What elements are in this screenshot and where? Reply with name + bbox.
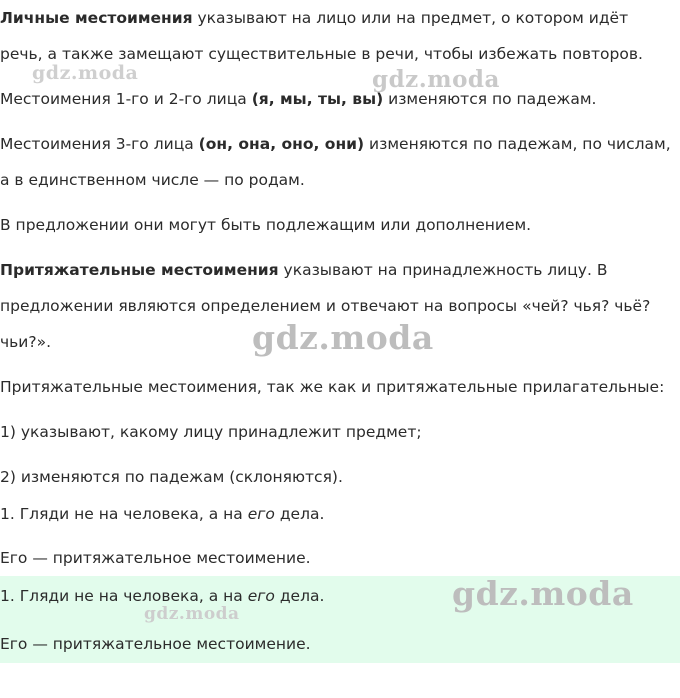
answer-text: дела. — [274, 587, 325, 605]
watermark: gdz.moda — [452, 574, 634, 613]
paragraph-text: изменяются по падежам. — [383, 90, 597, 108]
answer-pronoun: его — [247, 587, 275, 605]
paragraph-line: а в единственном числе — по родам. — [0, 171, 305, 189]
list-item-2: 2) изменяются по падежам (склоняются). — [0, 468, 343, 486]
watermark: gdz.moda — [372, 66, 500, 93]
list-item-1: 1) указывают, какому лицу принадлежит предмет; — [0, 423, 422, 441]
pronoun-list: (я, мы, ты, вы) — [251, 90, 384, 108]
watermark: gdz.moda — [252, 318, 434, 357]
example-pronoun: его — [247, 505, 275, 523]
paragraph-possessive-like-adjectives: Притяжательные местоимения, так же как и притяжательные прилагательные: — [0, 378, 665, 396]
answer-text: 1. Гляди не на человека, а на — [0, 587, 248, 605]
paragraph-third-person — [0, 134, 671, 154]
answer-sentence — [0, 586, 324, 606]
term-personal-pronouns: Личные местоимения — [0, 9, 193, 27]
answer-explanation: Его — притяжательное местоимение. — [0, 635, 311, 653]
watermark: gdz.moda — [144, 604, 240, 624]
example-text: дела. — [274, 505, 325, 523]
paragraph-text: Местоимения 1-го и 2-го лица — [0, 90, 252, 108]
watermark: gdz.moda — [32, 62, 139, 84]
paragraph-text: Местоимения 3-го лица — [0, 135, 199, 153]
paragraph-personal-pronouns — [0, 8, 628, 28]
example-text: 1. Гляди не на человека, а на — [0, 505, 248, 523]
paragraph-possessive-pronouns — [0, 260, 607, 280]
paragraph-text: указывают на лицо или на предмет, о котором идёт — [192, 9, 629, 27]
paragraph-line: речь, а также замещают существительные в речи, чтобы избежать повторов. — [0, 45, 643, 63]
pronoun-list: (он, она, оно, они) — [198, 135, 365, 153]
example-explanation: Его — притяжательное местоимение. — [0, 549, 311, 567]
paragraph-text: изменяются по падежам, по числам, — [364, 135, 671, 153]
example-sentence — [0, 504, 324, 524]
paragraph-text: указывают на принадлежность лицу. В — [278, 261, 608, 279]
term-possessive-pronouns: Притяжательные местоимения — [0, 261, 279, 279]
paragraph-line: чьи?». — [0, 333, 52, 351]
paragraph-line: предложении являются определением и отвечают на вопросы «чей? чья? чьё? — [0, 297, 651, 315]
paragraph-first-second-person — [0, 89, 596, 109]
paragraph-sentence-role: В предложении они могут быть подлежащим или дополнением. — [0, 216, 532, 234]
